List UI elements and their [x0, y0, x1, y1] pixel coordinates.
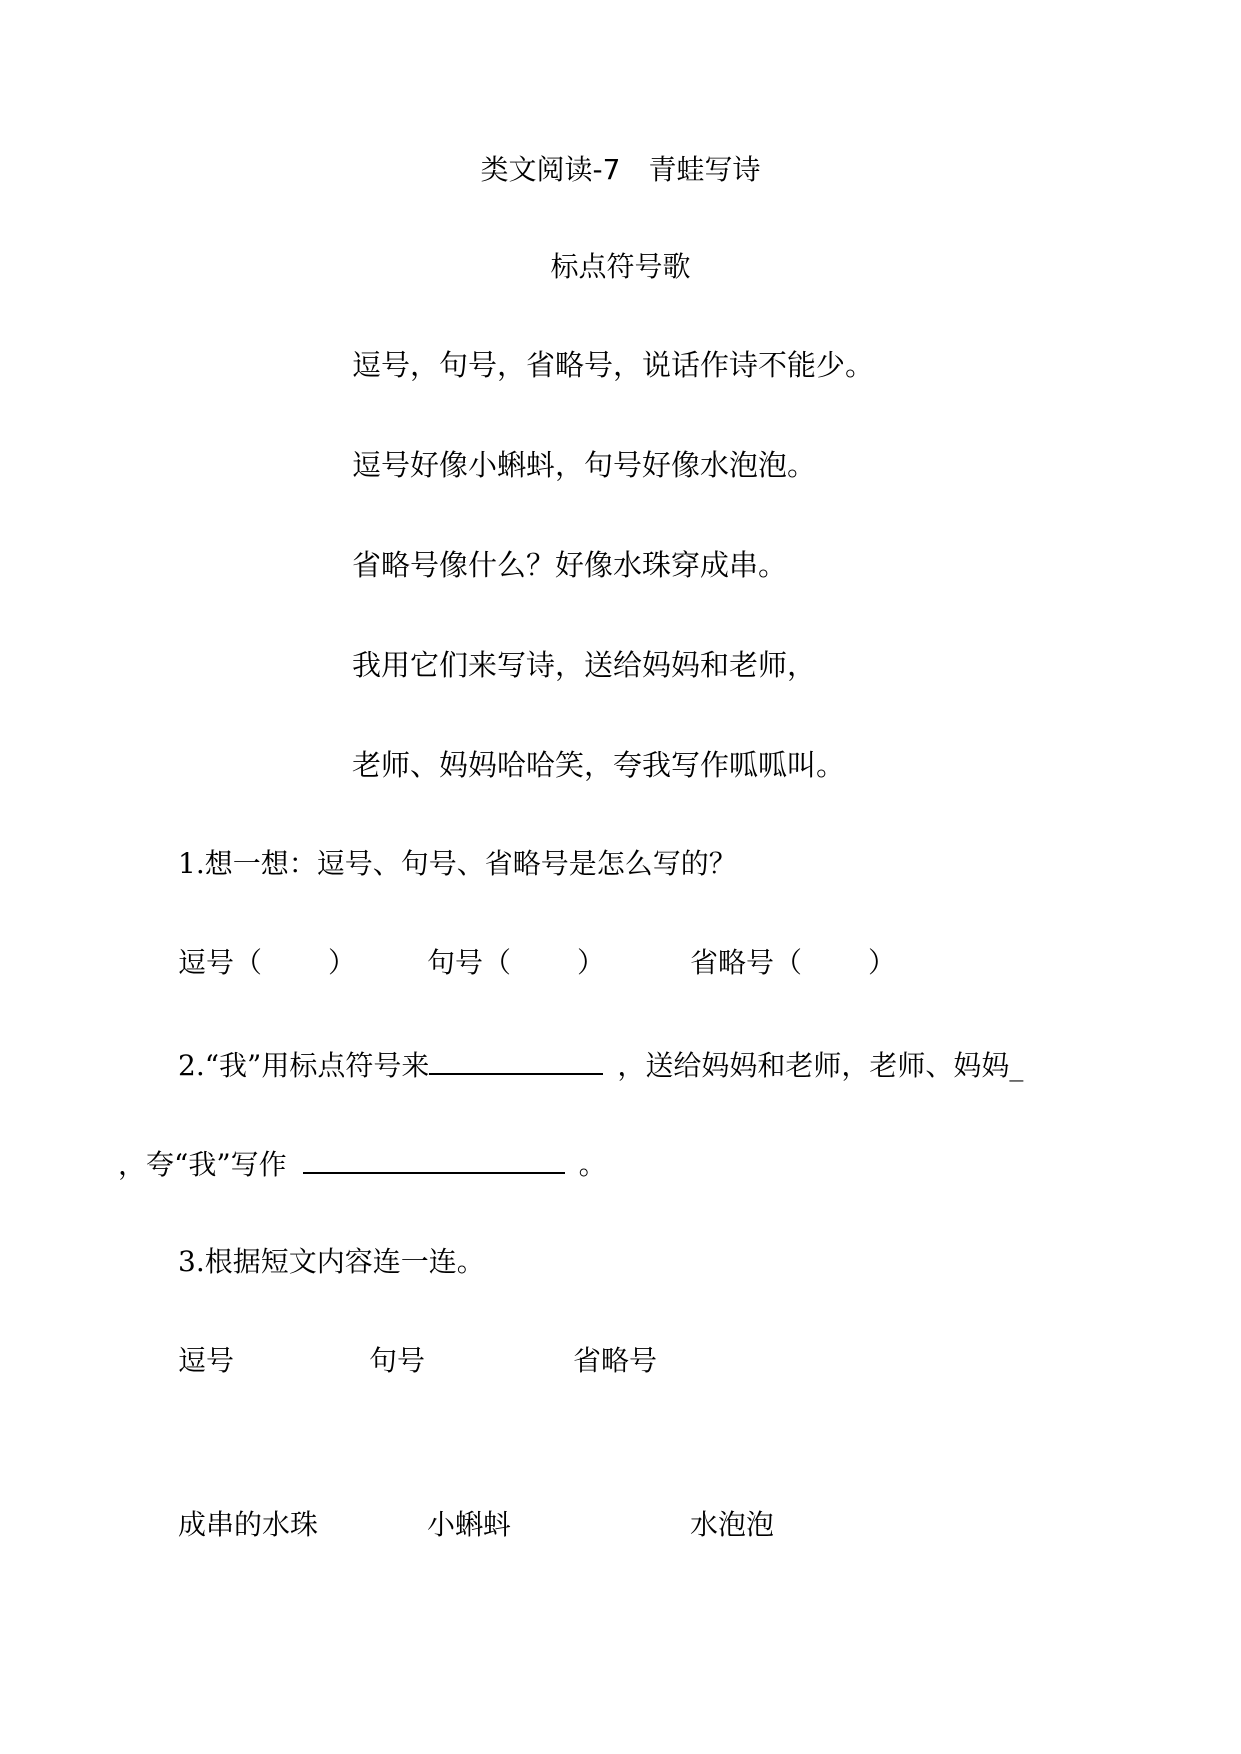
q2-text-part2: ，送给妈妈和老师，老师、妈妈_ [617, 1049, 1024, 1082]
q1-answer-ellipsis [690, 943, 896, 983]
question-3-prompt: 3.根据短文内容连一连。 [178, 1245, 485, 1278]
q1-comma-close: ） [328, 946, 357, 979]
q2-blank-2[interactable] [303, 1142, 565, 1174]
match-bottom-tadpole[interactable]: 小蝌蚪 [427, 1508, 512, 1541]
q1-period-label: 句号（ [427, 946, 512, 979]
match-top-ellipsis[interactable]: 省略号 [573, 1344, 658, 1377]
match-top-comma[interactable]: 逗号 [178, 1344, 235, 1377]
q1-ellipsis-close: ） [868, 946, 897, 979]
q1-comma-label: 逗号（ [178, 946, 263, 979]
poem-line-1: 逗号，句号，省略号，说话作诗不能少。 [352, 348, 875, 382]
question-2-line-2 [118, 1142, 607, 1185]
question-1-prompt: 1.想一想：逗号、句号、省略号是怎么写的？ [178, 847, 737, 880]
match-top-period[interactable]: 句号 [369, 1344, 426, 1377]
q1-answer-period [427, 943, 605, 983]
question-2-line-1 [178, 1043, 1023, 1086]
q1-ellipsis-label: 省略号（ [690, 946, 803, 979]
poem-line-5: 老师、妈妈哈哈笑，夸我写作呱呱叫。 [352, 748, 846, 782]
q2-blank-1[interactable] [429, 1043, 603, 1075]
poem-line-4: 我用它们来写诗，送给妈妈和老师， [352, 648, 817, 682]
q1-period-close: ） [577, 946, 606, 979]
q2-text-part3: ，夸“我”写作 [118, 1148, 287, 1181]
match-bottom-bubble[interactable]: 水泡泡 [690, 1508, 775, 1541]
q2-text-part1: 2.“我”用标点符号来 [178, 1049, 430, 1082]
match-bottom-water-beads[interactable]: 成串的水珠 [178, 1508, 319, 1541]
page-title: 类文阅读-7 青蛙写诗 [480, 153, 761, 186]
poem-line-2: 逗号好像小蝌蚪，句号好像水泡泡。 [352, 448, 817, 482]
q1-answer-comma [178, 943, 356, 983]
poem-line-3: 省略号像什么？好像水珠穿成串。 [352, 548, 788, 582]
q2-text-part4: 。 [578, 1148, 607, 1181]
poem-title: 标点符号歌 [550, 250, 691, 283]
